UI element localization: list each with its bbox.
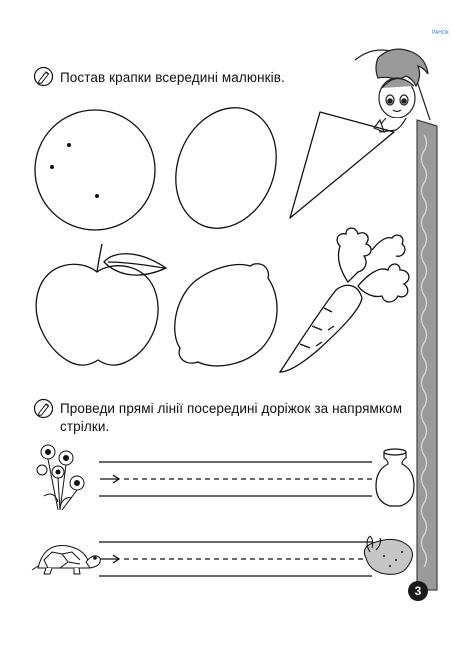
- carrot-shape: [280, 228, 409, 372]
- dot: [50, 165, 54, 169]
- path-track-2: [99, 542, 372, 576]
- oval-shape: [158, 93, 293, 244]
- lemon-shape: [175, 264, 277, 366]
- turtle-illustration: [32, 545, 100, 574]
- vase-illustration: [376, 449, 414, 506]
- task1-instruction: Постав крапки всередині малюнків.: [60, 70, 285, 85]
- task2-instruction-line2: стрілки.: [60, 419, 110, 434]
- circle-shape: [35, 110, 155, 230]
- apple-shape: [36, 244, 166, 365]
- arrow-icon: [100, 555, 119, 563]
- dot: [95, 194, 99, 198]
- dot: [67, 143, 71, 147]
- path-track-1: [99, 462, 372, 496]
- side-ribbon: [355, 50, 437, 590]
- flowers-illustration: [37, 445, 84, 510]
- triangle-shape: [290, 112, 394, 218]
- shapes-group: [35, 93, 409, 372]
- pencil-icon: [35, 400, 53, 418]
- arrow-icon: [100, 475, 119, 483]
- publisher-logo: РАНОК: [432, 30, 449, 36]
- pencil-icon: [35, 68, 53, 86]
- task2-instruction-line1: Проведи прямі лінії посередині доріжок за напрямком: [60, 401, 403, 416]
- page-number-badge: 3: [408, 581, 428, 601]
